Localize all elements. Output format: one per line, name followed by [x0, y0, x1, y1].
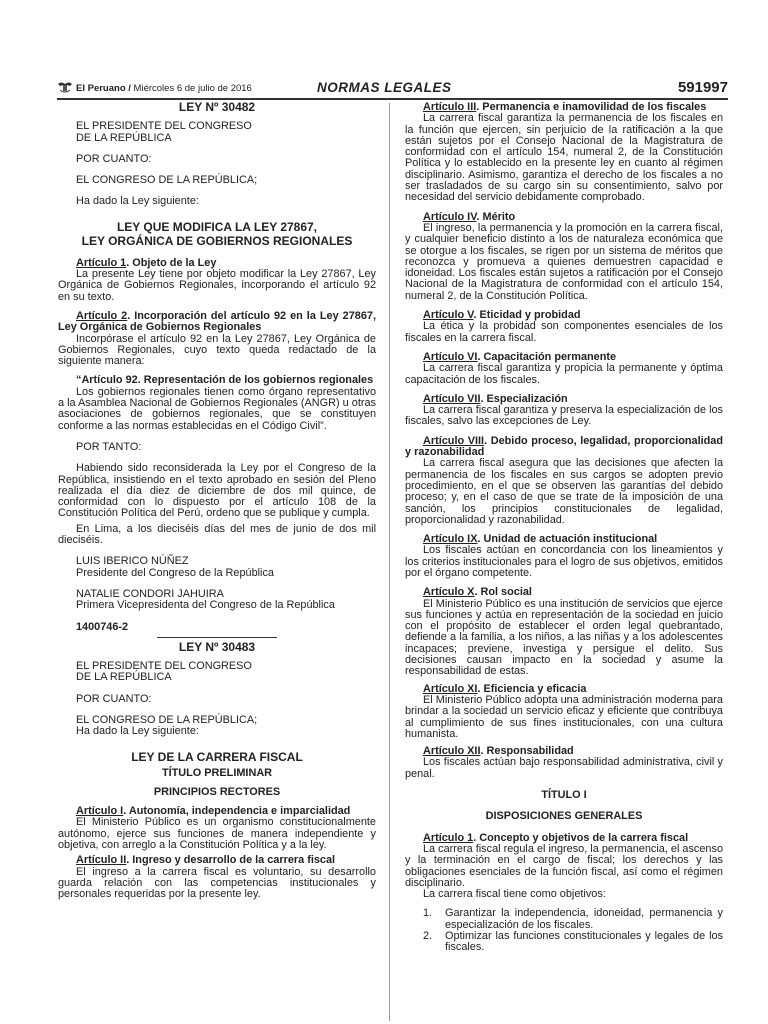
article-1-lcf-text: La carrera fiscal regula el ingreso, la permanencia, el ascenso y la terminación en el cargo de fiscal; los derechos y las obligaciones esenciales de la función fiscal, así como el régimen disciplinario.	[405, 842, 723, 889]
law2-title: LEY DE LA CARRERA FISCAL	[131, 749, 303, 764]
article-1-heading: Artículo 1. Objeto de la Ley	[76, 256, 217, 269]
objectives-list	[405, 908, 723, 953]
law2-por-cuanto: POR CUANTO:	[76, 692, 152, 705]
article-IV-heading: Artículo IV. Mérito	[423, 210, 516, 223]
article-II-text: El ingreso a la carrera fiscal es voluntario, su desarrollo guarda relación con las competencias institucionales y personales requeridas por la presente ley.	[58, 865, 376, 901]
publication-date: Miércoles 6 de julio de 2016	[133, 83, 252, 94]
article-1-lcf-objectives-intro: La carrera fiscal tiene como objetivos:	[423, 888, 606, 901]
article-VIII-heading: Artículo VIII. Debido proceso, legalidad, proporcionalidad y razonabilidad	[405, 434, 723, 459]
left-column	[58, 102, 376, 901]
law2-intro-line2: DE LA REPÚBLICA	[76, 671, 172, 684]
por-tanto: POR TANTO:	[76, 440, 142, 453]
principios-rectores: PRINCIPIOS RECTORES	[153, 785, 281, 798]
article-XII-text: Los fiscales actúan bajo responsabilidad administrativa, civil y penal.	[405, 756, 723, 780]
en-lima-paragraph: En Lima, a los dieciséis días del mes de junio de dos mil dieciséis.	[58, 522, 376, 547]
article-IX-text: Los fiscales actúan en concordancia con los lineamientos y los criterios institucionales para el logro de sus objetivos, emitidos por el órgano competente.	[405, 544, 723, 579]
column-divider	[389, 103, 390, 1021]
law2-intro-line1: EL PRESIDENTE DEL CONGRESO	[76, 660, 252, 673]
section-title: NORMAS LEGALES	[317, 80, 452, 95]
article-III-text: La carrera fiscal garantiza la permanencia de los fiscales en la función que ejercen, sin perjuicio de la ratificación a la que están sujetos por el Consejo Nacional de la Magistratura de conformidad con el artículo 154, numeral 2, de la Constitución Política y lo establecido en la presente ley en cuanto al régimen disciplinario. Asimismo, garantiza el derecho de los fiscales a no ser trasladados de su cargo sin su consentimiento, salvo por necesidad del servicio debidamente comprobado.	[405, 112, 723, 204]
law1-intro-line1: EL PRESIDENTE DEL CONGRESO	[76, 120, 252, 133]
list-item: 1. Garantizar la independencia, idoneidad, permanencia y especialización de los fiscales.	[423, 907, 723, 931]
law-number-30482: LEY Nº 30482	[178, 100, 256, 114]
law1-por-cuanto: POR CUANTO:	[76, 152, 152, 165]
article-V-heading: Artículo V. Eticidad y probidad	[423, 309, 581, 322]
article-X-text: El Ministerio Público es una institución de servicios que ejerce sus funciones y actúa en representación de la sociedad en juicio con el propósito de establecer el orden legal quebrantado, defiende a la familia, a los niños, a las niñas y a los adolescentes incapaces; previene, investiga y persigue el delito. Sus decisiones causan impacto en la sociedad y asume la responsabilidad de estas.	[405, 597, 723, 678]
article-VI-heading: Artículo VI. Capacitación permanente	[423, 350, 617, 363]
law1-congreso: EL CONGRESO DE LA REPÚBLICA;	[76, 174, 258, 187]
article-92-heading: “Artículo 92. Representación de los gobiernos regionales	[76, 374, 374, 387]
titulo-I: TÍTULO I	[541, 789, 587, 802]
header-left: El Peruano / Miércoles 6 de julio de 2016	[57, 81, 252, 94]
disposiciones-generales: DISPOSICIONES GENERALES	[485, 810, 643, 823]
doc-code: 1400746-2	[76, 620, 129, 633]
right-column	[405, 102, 723, 954]
signatory-1-role: Presidente del Congreso de la República	[76, 566, 274, 579]
article-VIII-text: La carrera fiscal asegura que las decisiones que afecten la permanencia de los fiscales en sus cargos se adopten previo procedimiento, en el que se observen las garantías del debido proceso; y, en el caso de que se trate de la imposición de una sanción, los principios constitucionales de legalidad, proporcionalidad y razonabilidad.	[405, 457, 723, 526]
article-XI-heading: Artículo XI. Eficiencia y eficacia	[423, 682, 587, 695]
law1-title-line2: LEY ORGÁNICA DE GOBIERNOS REGIONALES	[81, 233, 353, 248]
page-number: 591997	[677, 79, 728, 96]
article-II-heading: Artículo II. Ingreso y desarrollo de la carrera fiscal	[76, 854, 336, 867]
law1-ha-dado: Ha dado la Ley siguiente:	[76, 195, 199, 208]
article-2-heading: Artículo 2. Incorporación del artículo 92 en la Ley 27867, Ley Orgánica de Gobiernos Regionales	[58, 309, 376, 334]
law-number-30483: LEY Nº 30483	[178, 639, 256, 654]
article-XI-text: El Ministerio Público adopta una administración moderna para brindar a la sociedad un servicio eficaz y eficiente que contribuya al cumplimiento de sus fines institucionales, con una cultura humanista.	[405, 693, 723, 740]
article-IV-text: El ingreso, la permanencia y la promoción en la carrera fiscal, y cualquier beneficio distinto a los de naturaleza económica que se otorgue a los fiscales, se rigen por un sistema de méritos que reconozca y promueva a quienes demuestren capacidad e idoneidad. Los fiscales están sujetos a ratificación por el Consejo Nacional de la Magistratura de conformidad con el artículo 154, numeral 2, de la Constitución Política.	[405, 221, 723, 302]
law2-ha-dado: Ha dado la Ley siguiente:	[76, 725, 199, 738]
signatory-2-name: NATALIE CONDORI JAHUIRA	[76, 587, 224, 600]
law2-congreso: EL CONGRESO DE LA REPÚBLICA;	[76, 713, 258, 726]
coat-of-arms-icon	[57, 81, 73, 93]
article-VII-text: La carrera fiscal garantiza y preserva la especialización de los fiscales, salvo las excepciones de Ley.	[405, 404, 723, 428]
habiendo-paragraph: Habiendo sido reconsiderada la Ley por el Congreso de la República, insistiendo en el texto aprobado en sesión del Pleno realizada el día diez de diciembre de dos mil quince, de conformidad con lo dispuesto por el artículo 108 de la Constitución Política del Perú, ordeno que se publique y cumpla.	[58, 462, 376, 520]
list-item: 2. Optimizar las funciones constitucionales y legales de los fiscales.	[423, 930, 723, 954]
article-VII-heading: Artículo VII. Especialización	[423, 392, 568, 405]
article-2-text: Incorpórase el artículo 92 en la Ley 27867, Ley Orgánica de Gobiernos Regionales, cuyo texto queda redactado de la siguiente manera:	[58, 332, 376, 368]
article-IX-heading: Artículo IX. Unidad de actuación institucional	[423, 533, 658, 546]
article-1-lcf-heading: Artículo 1. Concepto y objetivos de la carrera fiscal	[423, 831, 689, 844]
signatory-1-name: LUIS IBERICO NÚÑEZ	[76, 555, 189, 568]
titulo-preliminar: TÍTULO PRELIMINAR	[161, 766, 273, 779]
article-I-text: El Ministerio Público es un organismo constitucionalmente autónomo, ejerce sus funciones de manera independiente y objetiva, con arreglo a la Constitución Política y a la ley.	[58, 816, 376, 852]
article-X-heading: Artículo X. Rol social	[423, 586, 532, 599]
article-V-text: La ética y la probidad son componentes esenciales de los fiscales en la carrera fiscal.	[405, 320, 723, 344]
page-header	[57, 80, 728, 100]
publication-name: El Peruano	[76, 83, 126, 94]
article-III-heading: Artículo III. Permanencia e inamovilidad de los fiscales	[423, 101, 707, 113]
law1-intro-line2: DE LA REPÚBLICA	[76, 131, 172, 144]
article-1-text: La presente Ley tiene por objeto modificar la Ley 27867, Ley Orgánica de Gobiernos Regionales, incorporando el artículo 92 en su texto.	[58, 268, 376, 303]
article-92-text: Los gobiernos regionales tienen como órgano representativo a la Asamblea Nacional de Gobiernos Regionales (ANGR) u otras asociaciones de gobiernos regionales, que se constituyen conforme a las normas establecidas en el Código Civil”.	[58, 385, 376, 432]
signatory-2-role: Primera Vicepresidenta del Congreso de la República	[76, 599, 335, 612]
law1-title-line1: LEY QUE MODIFICA LA LEY 27867,	[116, 219, 318, 234]
article-XII-heading: Artículo XII. Responsabilidad	[423, 745, 574, 758]
article-I-heading: Artículo I. Autonomía, independencia e imparcialidad	[76, 805, 351, 818]
article-VI-text: La carrera fiscal garantiza y propicia la permanente y óptima capacitación de los fiscales.	[405, 362, 723, 386]
